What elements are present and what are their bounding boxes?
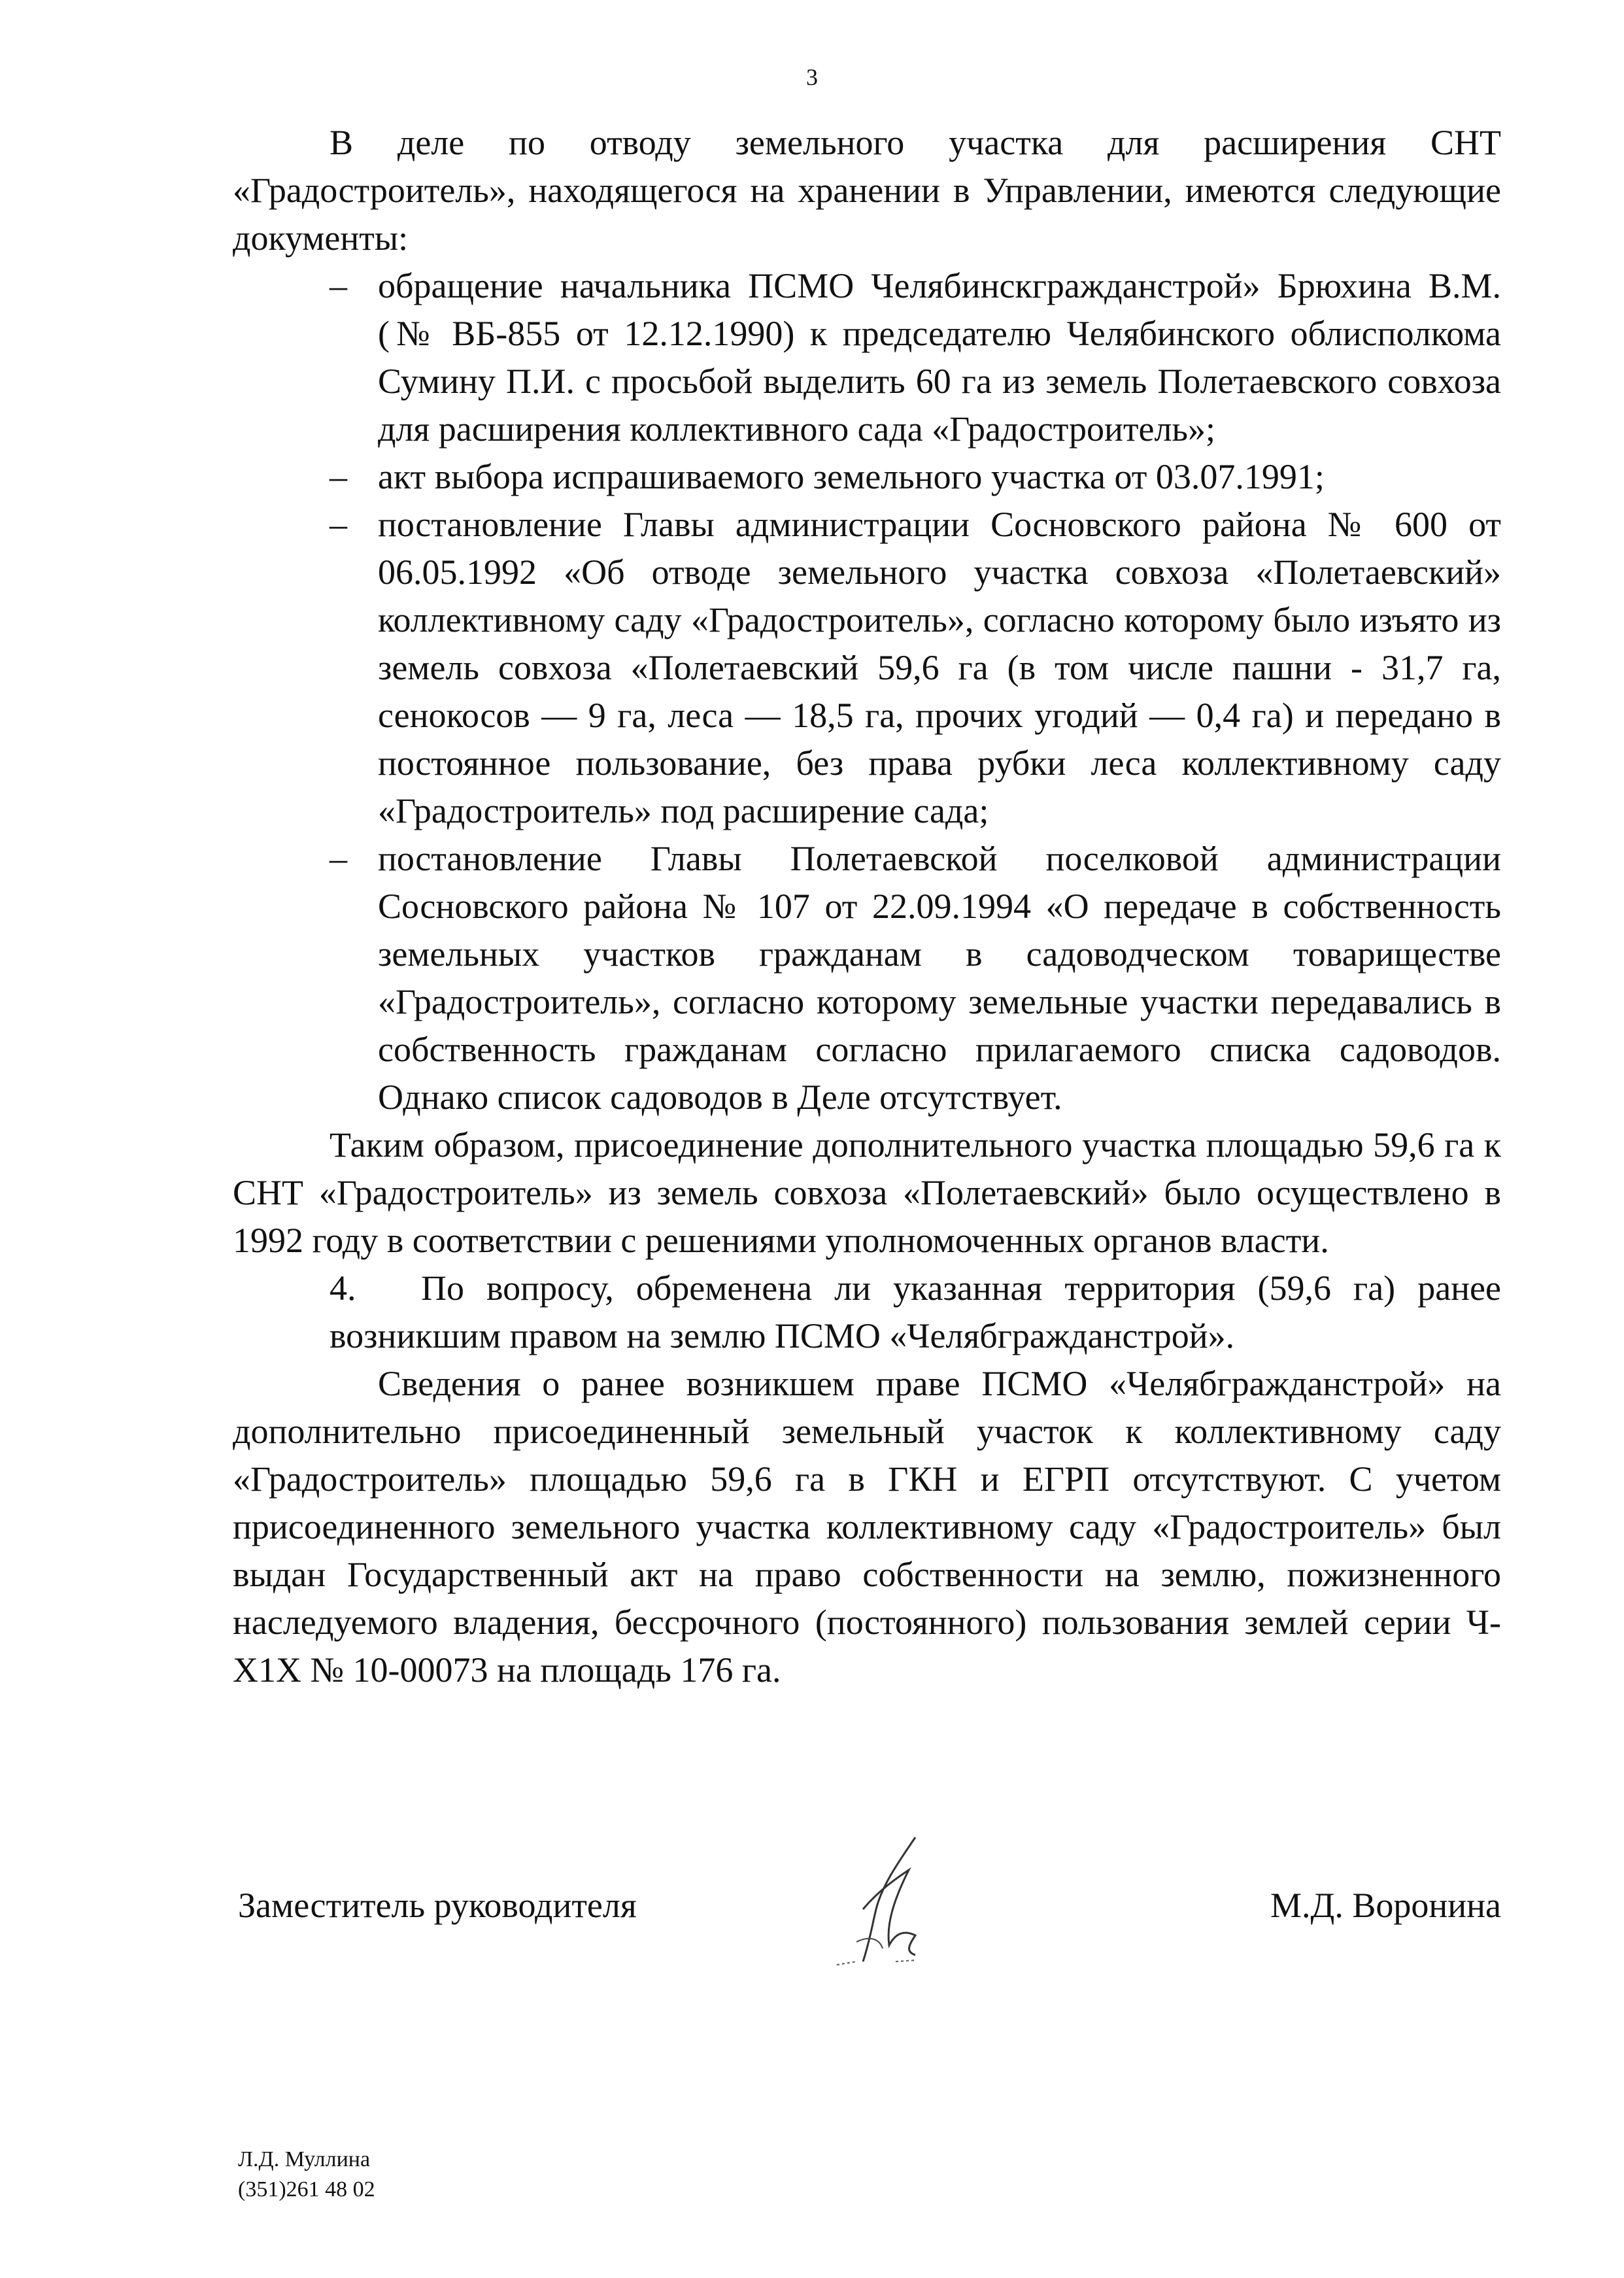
executor-phone: (351)261 48 02 xyxy=(238,2177,375,2202)
signatory-title: Заместитель руководителя xyxy=(238,1886,637,1925)
item-4-text: По вопросу, обременена ли указанная территория (59,6 га) ранее возникшим правом на землю ПСМО «Челябгражданстрой». xyxy=(330,1268,1501,1355)
list-item xyxy=(233,262,1501,453)
list-dash: – xyxy=(330,839,347,878)
list-dash: – xyxy=(330,266,347,305)
executor-footer xyxy=(238,2145,375,2205)
executor-name: Л.Д. Муллина xyxy=(238,2147,371,2171)
item-4-paragraph xyxy=(233,1265,1501,1360)
intro-paragraph: В деле по отводу земельного участка для расширения СНТ «Градостроитель», находящегося на хранении в Управлении, имеются следующие документы: xyxy=(233,123,1501,258)
list-dash: – xyxy=(330,505,347,544)
list-item-text: постановление Главы администрации Сосновского района № 600 от 06.05.1992 «Об отводе земельного участка совхоза «Полетаевский» коллективному саду «Градостроитель», согласно которому было изъято из земель совхоза «Полетаевский 59,6 га (в том числе пашни - 31,7 га, сенокосов — 9 га, леса — 18,5 га, прочих угодий — 0,4 га) и передано в постоянное пользование, без права рубки леса коллективному саду «Градостроитель» под расширение сада; xyxy=(378,505,1501,830)
list-dash: – xyxy=(330,457,347,496)
list-item-text: обращение начальника ПСМО Челябинскгражданстрой» Брюхина В.М. (№ ВБ-855 от 12.12.1990) к председателю Челябинского облисполкома Сумину П.И. с просьбой выделить 60 га из земель Полетаевского совхоза для расширения коллективного сада «Градостроитель»; xyxy=(378,266,1501,449)
conclusion-paragraph: Таким образом, присоединение дополнительного участка площадью 59,6 га к СНТ «Градостроитель» из земель совхоза «Полетаевский» было осуществлено в 1992 году в соответствии с решениями уполномоченных органов власти. xyxy=(233,1125,1501,1260)
list-item xyxy=(233,501,1501,835)
signatory-name: М.Д. Воронина xyxy=(1270,1886,1501,1925)
list-item-text: постановление Главы Полетаевской поселковой администрации Сосновского района № 107 от 22.09.1994 «О передаче в собственность земельных участков гражданам в садоводческом товариществе «Градостроитель», согласно которому земельные участки передавались в собственность гражданам согласно прилагаемого списка садоводов. Однако список садоводов в Деле отсутствует. xyxy=(378,839,1501,1117)
item-4-number: 4. xyxy=(330,1268,356,1308)
handwritten-signature-icon xyxy=(817,1831,974,1981)
list-item xyxy=(233,835,1501,1121)
documents-list xyxy=(233,262,1501,1121)
list-item xyxy=(233,453,1501,501)
page-number: 3 xyxy=(806,64,818,90)
list-item-text: акт выбора испрашиваемого земельного участка от 03.07.1991; xyxy=(378,457,1325,496)
final-paragraph: Сведения о ранее возникшем праве ПСМО «Челябгражданстрой» на дополнительно присоединенный земельный участок к коллективному саду «Градостроитель» площадью 59,6 га в ГКН и ЕГРП отсутствуют. С учетом присоединенного земельного участка коллективному саду «Градостроитель» был выдан Государственный акт на право собственности на землю, пожизненного наследуемого владения, бессрочного (постоянного) пользования землей серии Ч-Х1Х № 10-00073 на площадь 176 га. xyxy=(233,1364,1501,1690)
document-body xyxy=(233,119,1501,1694)
